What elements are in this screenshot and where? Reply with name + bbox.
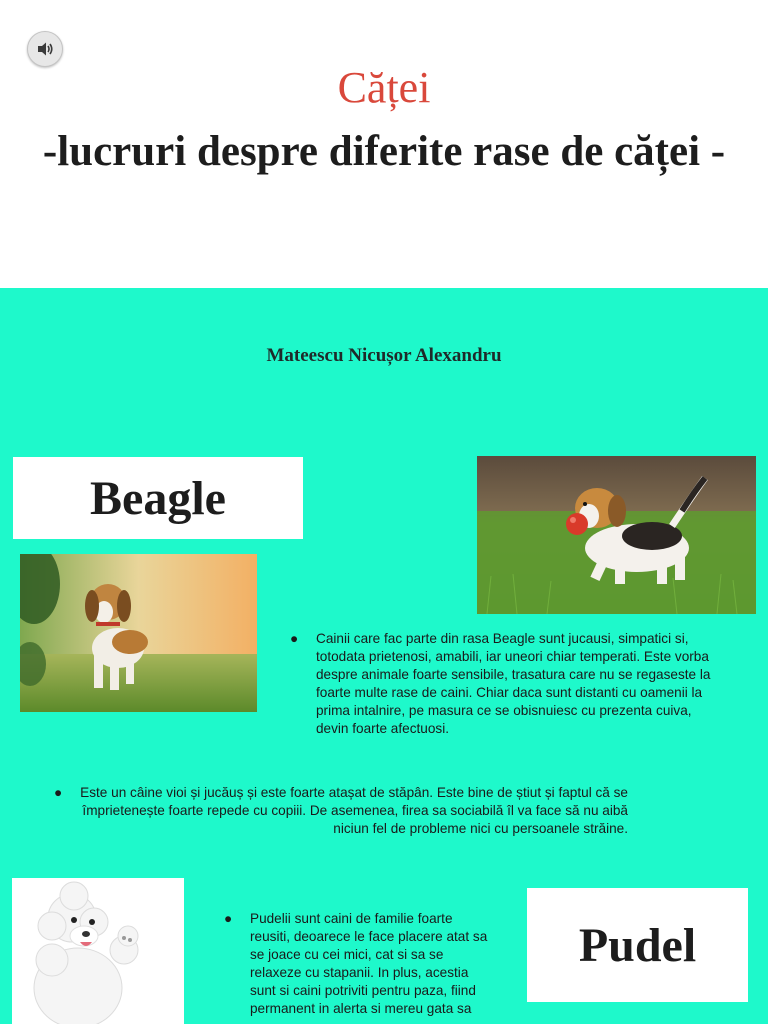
beagle-paragraph-1-text: Cainii care fac parte din rasa Beagle sunt jucausi, simpatici si, totodata prietenosi, amabili, iar uneori chiar temperati. Este vorba despre animale foarte sensibile, trasatura care nu se regaseste la foarte multe rase de caini. Chiar daca sunt distanti cu oamenii la prima intalnire, pe masura ce se obisnuiesc cu prezenta cuiva, devin foarte afectuosi. — [316, 631, 711, 736]
beagle-adult-photo — [20, 554, 257, 712]
page-subtitle: -lucruri despre diferite rase de căței - — [42, 128, 726, 175]
content-panel — [0, 288, 768, 1024]
pudel-paragraph-1-text: Pudelii sunt caini de familie foarte reusiti, deoarece le face placere atat sa se joace cu cei mici, cat si sa se relaxeze cu stapanii. In plus, acestia sunt si caini potriviti pentru paza, fiind permanent in alerta si mereu gata sa — [250, 911, 488, 1016]
bullet-icon: ● — [290, 631, 299, 646]
pudel-paragraph-1 — [224, 910, 496, 1018]
pudel-heading: Pudel — [527, 888, 748, 1002]
bullet-icon: ● — [54, 785, 63, 800]
speaker-icon — [36, 41, 54, 57]
beagle-puppy-photo — [477, 456, 756, 614]
beagle-paragraph-2 — [54, 784, 628, 838]
beagle-heading: Beagle — [13, 457, 303, 539]
beagle-paragraph-1 — [290, 630, 718, 738]
poodle-photo — [12, 878, 184, 1024]
beagle-paragraph-2-text: Este un câine vioi și jucăuș și este foarte atașat de stăpân. Este bine de știut și faptul că se împrietenește foarte repede cu copiii. De asemenea, firea sa sociabilă îl va face să nu aibă niciun fel de probleme nici cu persoanele străine. — [80, 785, 628, 836]
author-name: Mateescu Nicușor Alexandru — [266, 345, 502, 366]
page-title: Căței — [337, 63, 431, 112]
bullet-icon: ● — [224, 911, 233, 926]
page-header — [0, 0, 768, 288]
